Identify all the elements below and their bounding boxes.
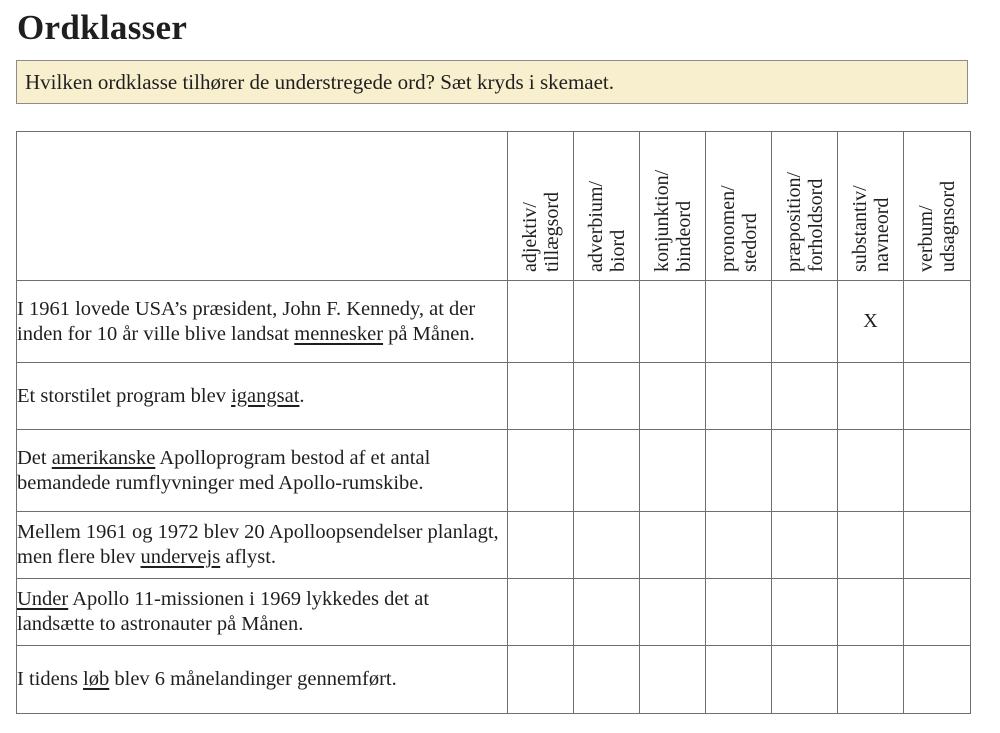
sentence-text-after: Apollo 11-missionen i 1969 lykkedes det at landsætte to astronauter på Månen. [17, 588, 430, 635]
checkbox-cell[interactable] [706, 430, 772, 512]
sentence-text-after: blev 6 månelandinger gennemført. [109, 668, 397, 690]
checkbox-cell[interactable] [772, 646, 838, 714]
checkbox-cell[interactable] [640, 363, 706, 430]
table-row [17, 646, 971, 714]
checkbox-cell[interactable] [574, 430, 640, 512]
checkbox-cell[interactable] [772, 363, 838, 430]
checkbox-cell[interactable] [508, 281, 574, 363]
column-header-praeposition: præposition/ forholdsord [772, 132, 838, 281]
checkbox-cell[interactable] [838, 512, 904, 579]
checkbox-cell[interactable] [640, 579, 706, 646]
checkbox-cell[interactable] [706, 281, 772, 363]
checkbox-cell[interactable] [904, 363, 971, 430]
column-header-pronomen: pronomen/ stedord [706, 132, 772, 281]
sentence-cell [17, 430, 508, 512]
checkbox-cell[interactable] [838, 646, 904, 714]
sentence-text-after: . [299, 384, 305, 407]
page-title: Ordklasser [17, 8, 188, 47]
column-header-substantiv: substantiv/ navneord [838, 132, 904, 281]
table-row [17, 430, 971, 512]
underlined-word: mennesker [294, 322, 384, 345]
checkbox-cell[interactable] [640, 646, 706, 714]
checkbox-cell[interactable] [706, 512, 772, 579]
sentence-cell [17, 512, 508, 579]
checkbox-cell[interactable] [508, 363, 574, 430]
checkbox-cell[interactable] [772, 512, 838, 579]
checkbox-cell[interactable] [508, 579, 574, 646]
checkbox-cell[interactable] [574, 579, 640, 646]
checkbox-cell[interactable] [904, 281, 971, 363]
sentence-text-after: Apolloprogram bestod af et antal bemandede rumflyvninger med Apollo-rumskibe. [17, 446, 431, 494]
table-row [17, 512, 971, 579]
checkbox-cell[interactable] [574, 281, 640, 363]
checkbox-cell[interactable] [904, 430, 971, 512]
table-row [17, 281, 971, 363]
sentence-text-before: I 1961 lovede USA’s præsident, John F. Kennedy, at der inden for 10 år ville blive landsat [17, 297, 476, 345]
checkbox-cell[interactable] [640, 512, 706, 579]
checkbox-cell[interactable] [706, 579, 772, 646]
checkbox-cell[interactable] [574, 646, 640, 714]
instruction-box: Hvilken ordklasse tilhører de understregede ord? Sæt kryds i skemaet. [16, 60, 968, 104]
table-row [17, 579, 971, 646]
checkbox-cell[interactable] [640, 430, 706, 512]
sentence-cell [17, 363, 508, 430]
header-blank-cell [17, 132, 508, 281]
sentence-cell [17, 579, 508, 646]
checkbox-cell[interactable] [508, 646, 574, 714]
underlined-word: igangsat [231, 384, 300, 407]
sentence-cell [17, 646, 508, 714]
checkbox-cell[interactable] [574, 363, 640, 430]
table-row [17, 363, 971, 430]
sentence-text-after: på Månen. [383, 322, 475, 345]
column-header-adverbium: adverbium/ biord [574, 132, 640, 281]
underlined-word: undervejs [140, 546, 221, 568]
column-header-konjunktion: konjunktion/ bindeord [640, 132, 706, 281]
checkbox-cell[interactable] [772, 281, 838, 363]
sentence-text-before: Det [17, 446, 52, 469]
sentence-text-before: I tidens [17, 668, 84, 690]
column-header-verbum: verbum/ udsagnsord [904, 132, 971, 281]
checkbox-cell[interactable] [772, 430, 838, 512]
checkbox-cell[interactable] [706, 646, 772, 714]
checkbox-cell[interactable] [904, 512, 971, 579]
checkbox-cell[interactable] [508, 430, 574, 512]
checkbox-cell[interactable] [640, 281, 706, 363]
header-row [17, 132, 971, 281]
checkbox-cell[interactable] [508, 512, 574, 579]
checkbox-cell[interactable] [838, 363, 904, 430]
checkbox-cell[interactable] [904, 579, 971, 646]
checkbox-cell[interactable] [838, 579, 904, 646]
column-header-adjektiv: adjektiv/ tillægsord [508, 132, 574, 281]
checkbox-cell[interactable] [574, 512, 640, 579]
checkbox-cell[interactable] [838, 430, 904, 512]
checkbox-cell[interactable]: X [838, 281, 904, 363]
sentence-text-after: aflyst. [220, 546, 277, 568]
checkbox-cell[interactable] [904, 646, 971, 714]
sentence-cell [17, 281, 508, 363]
sentence-text-before: Et storstilet program blev [17, 384, 232, 407]
word-class-table [16, 131, 971, 714]
sentence-text-before: Mellem 1961 og 1972 blev 20 Apolloopsendelser planlagt, men flere blev [17, 521, 499, 568]
checkbox-cell[interactable] [772, 579, 838, 646]
underlined-word: Under [17, 588, 69, 610]
underlined-word: løb [83, 668, 110, 690]
checkbox-cell[interactable] [706, 363, 772, 430]
underlined-word: amerikanske [51, 446, 156, 469]
